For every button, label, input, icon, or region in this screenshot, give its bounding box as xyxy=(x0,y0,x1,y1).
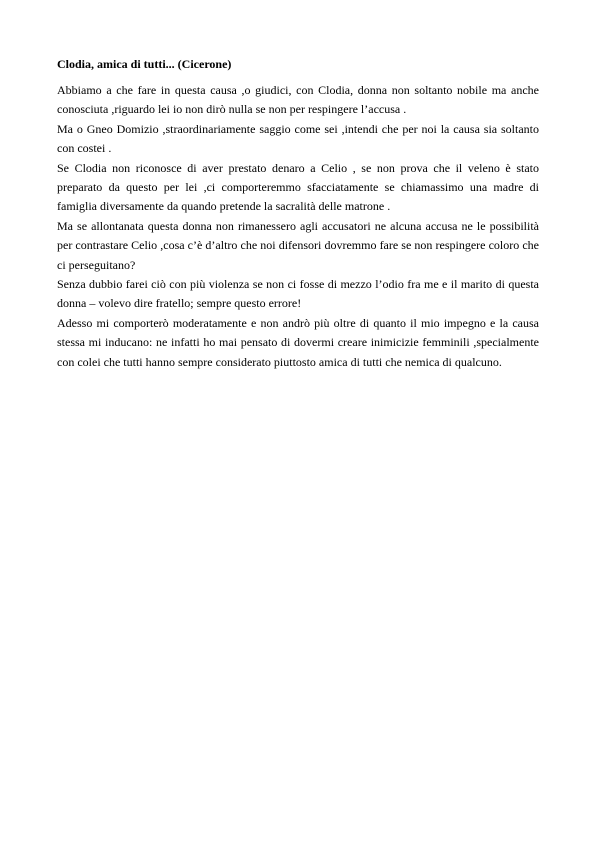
document-body xyxy=(57,81,539,372)
paragraph: Ma se allontanata questa donna non rimanessero agli accusatori ne alcuna accusa ne le possibilità per contrastare Celio ,cosa c’è d’altro che noi difensori dovremmo fare se non respingere coloro che ci perseguitano? xyxy=(57,218,539,272)
paragraph: Senza dubbio farei ciò con più violenza se non ci fosse di mezzo l’odio fra me e il marito di questa donna – volevo dire fratello; sempre questo errore! xyxy=(57,277,539,311)
document-title: Clodia, amica di tutti... (Cicerone) xyxy=(57,57,232,71)
paragraph: Ma o Gneo Domizio ,straordinariamente saggio come sei ,intendi che per noi la causa sia soltanto con costei . xyxy=(57,121,539,156)
paragraph: Se Clodia non riconosce di aver prestato denaro a Celio , se non prova che il veleno è stato preparato da questo per lei ,ci comporteremmo sfacciatamente se chiamassimo una madre di famiglia diversamente da quando pretende la sacralità delle matrone . xyxy=(57,160,539,214)
paragraph: Abbiamo a che fare in questa causa ,o giudici, con Clodia, donna non soltanto nobile ma anche conosciuta ,riguardo lei io non dirò nulla se non per respingere l’accusa . xyxy=(57,83,539,117)
paragraph: Adesso mi comporterò moderatamente e non andrò più oltre di quanto il mio impegno e la causa stessa mi inducano: ne infatti ho mai pensato di dovermi creare inimicizie femminili ,specialmente con colei che tutti hanno sempre considerato piuttosto amica di tutti che nemica di qualcuno. xyxy=(57,315,539,369)
document-page xyxy=(57,56,539,372)
